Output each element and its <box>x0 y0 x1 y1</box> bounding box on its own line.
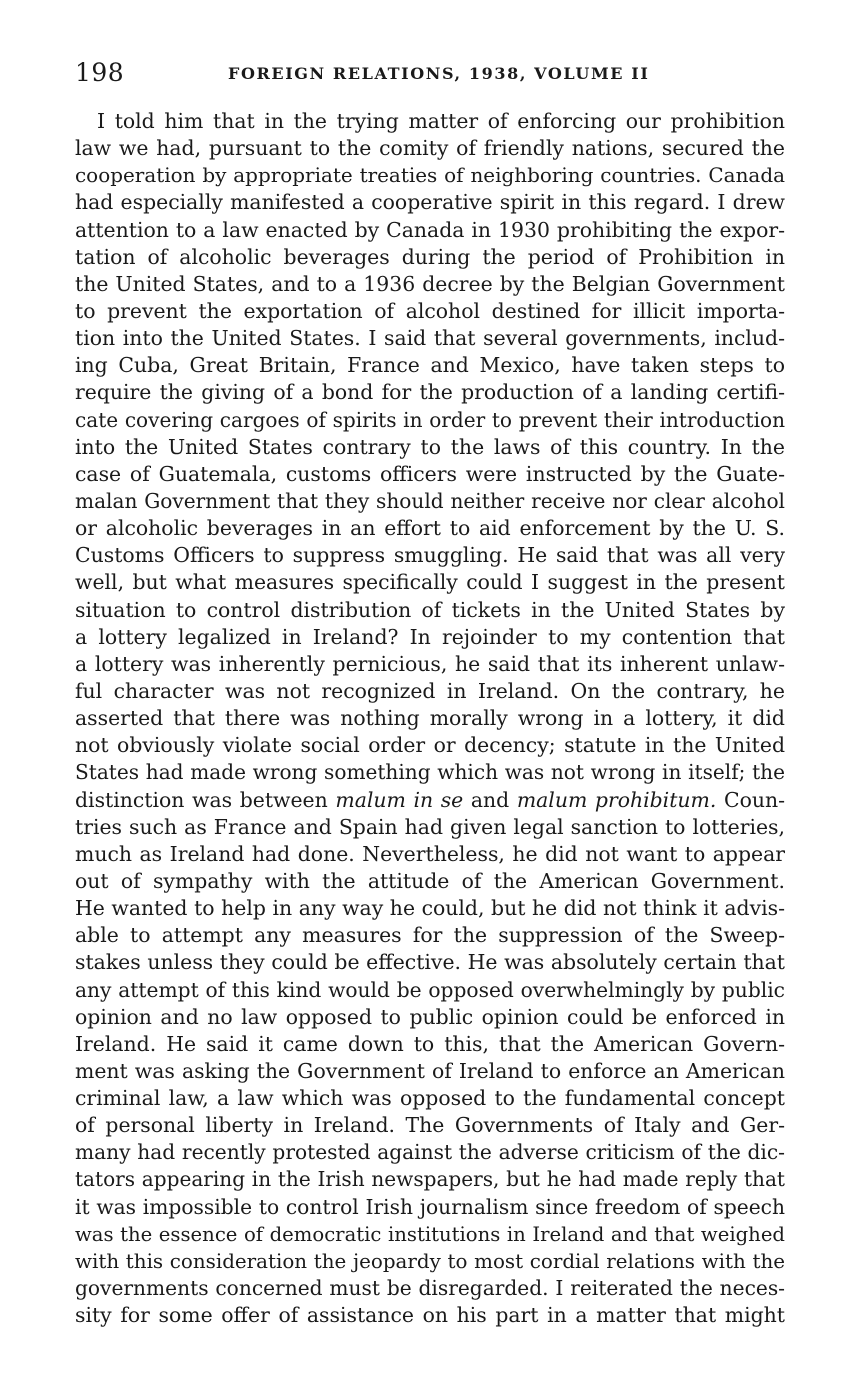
text-line: attention to a law enacted by Canada in 1930 prohibiting the expor- <box>75 217 785 242</box>
text-line: not obviously violate social order or decency; statute in the United <box>75 733 785 758</box>
body-text <box>75 108 785 1329</box>
text-line: Customs Officers to suppress smuggling. He said that was all very <box>75 543 785 568</box>
text-line: was the essence of democratic institutions in Ireland and that weighed <box>75 1222 785 1246</box>
text-line: case of Guatemala, customs officers were instructed by the Guate- <box>75 461 785 486</box>
latin-term-malum-prohibitum: malum prohibitum. <box>516 787 717 812</box>
text-line: ful character was not recognized in Ireland. On the contrary, he <box>75 678 785 703</box>
text-line: malan Government that they should neither receive nor clear alcohol <box>75 488 785 513</box>
text-line: to prevent the exportation of alcohol destined for illicit importa- <box>75 298 785 323</box>
text-line: criminal law, a law which was opposed to the fundamental concept <box>75 1086 785 1111</box>
text-line: tation of alcoholic beverages during the period of Prohibition in <box>75 244 785 269</box>
text-line-latin-terms <box>75 787 785 814</box>
text-line: much as Ireland had done. Nevertheless, he did not want to appear <box>75 841 785 866</box>
text-line: stakes unless they could be effective. He was absolutely certain that <box>75 950 785 975</box>
text-line: well, but what measures specifically could I suggest in the present <box>75 570 785 595</box>
running-head: FOREIGN RELATIONS, 1938, VOLUME II <box>228 64 650 83</box>
text-line: tries such as France and Spain had given legal sanction to lotteries, <box>75 814 785 839</box>
text-line: cooperation by appropriate treaties of neighboring countries. Canada <box>75 163 785 188</box>
text-line: tators appearing in the Irish newspapers, but he had made reply that <box>75 1167 785 1192</box>
text-line: or alcoholic beverages in an effort to aid enforcement by the U. S. <box>75 516 785 541</box>
page-number: 198 <box>75 58 125 87</box>
text-segment: Coun- <box>716 787 785 812</box>
text-line: I told him that in the trying matter of enforcing our prohibition <box>97 109 785 133</box>
text-line: tion into the United States. I said that several governments, includ- <box>75 326 785 351</box>
text-line: of personal liberty in Ireland. The Governments of Italy and Ger- <box>75 1113 785 1138</box>
text-segment: distinction was between <box>75 787 336 812</box>
text-line: sity for some offer of assistance on his part in a matter that might <box>75 1303 785 1328</box>
text-line: able to attempt any measures for the suppression of the Sweep- <box>75 923 785 948</box>
text-line: asserted that there was nothing morally wrong in a lottery, it did <box>75 706 785 731</box>
text-line: Ireland. He said it came down to this, that the American Govern- <box>75 1031 785 1056</box>
text-line: it was impossible to control Irish journalism since freedom of speech <box>75 1194 785 1219</box>
text-line: had especially manifested a cooperative spirit in this regard. I drew <box>75 190 785 215</box>
text-line: ment was asking the Government of Ireland to enforce an American <box>75 1058 785 1083</box>
text-line: situation to control distribution of tickets in the United States by <box>75 597 785 622</box>
text-line: any attempt of this kind would be opposed overwhelmingly by public <box>75 977 785 1002</box>
text-line: opinion and no law opposed to public opinion could be enforced in <box>75 1004 785 1029</box>
text-line: law we had, pursuant to the comity of friendly nations, secured the <box>75 136 785 161</box>
latin-term-malum-in-se: malum in se <box>335 787 464 812</box>
text-line: require the giving of a bond for the production of a landing certifi- <box>75 380 785 405</box>
text-line: the United States, and to a 1936 decree by the Belgian Government <box>75 271 785 296</box>
text-line: He wanted to help in any way he could, but he did not think it advis- <box>75 896 785 921</box>
text-line: States had made wrong something which was not wrong in itself; the <box>75 760 785 785</box>
text-line: into the United States contrary to the laws of this country. In the <box>75 434 785 459</box>
text-line: cate covering cargoes of spirits in order to prevent their introduction <box>75 407 785 432</box>
text-line: many had recently protested against the adverse criticism of the dic- <box>75 1140 785 1165</box>
text-segment: and <box>463 787 517 812</box>
text-line: governments concerned must be disregarded. I reiterated the neces- <box>75 1276 785 1301</box>
text-line: a lottery legalized in Ireland? In rejoinder to my contention that <box>75 624 785 649</box>
text-line: ing Cuba, Great Britain, France and Mexico, have taken steps to <box>75 353 785 378</box>
text-line: out of sympathy with the attitude of the American Government. <box>75 868 785 893</box>
text-line: with this consideration the jeopardy to most cordial relations with the <box>75 1249 785 1273</box>
text-line: a lottery was inherently pernicious, he said that its inherent unlaw- <box>75 651 785 676</box>
